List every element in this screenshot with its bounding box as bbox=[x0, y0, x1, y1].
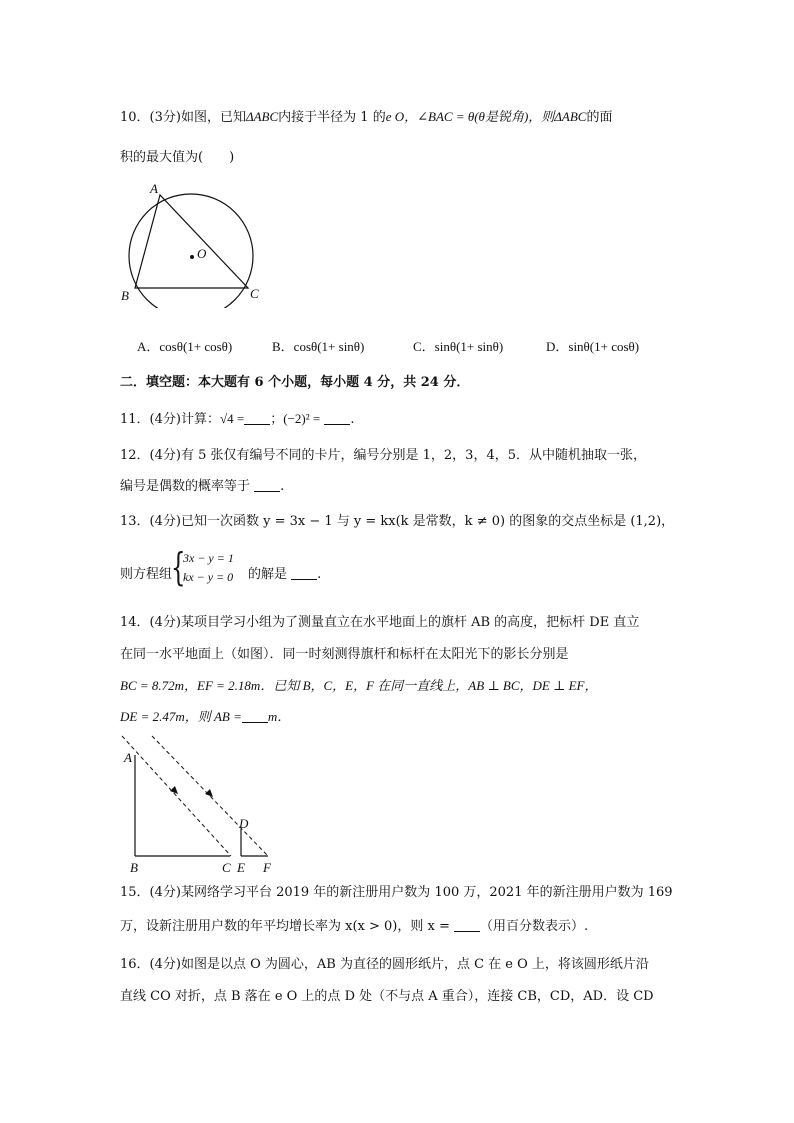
q16-line2: 直线 CO 对折，点 B 落在 e O 上的点 D 处（不与点 A 重合），连接 CB，CD，AD．设 CD bbox=[120, 989, 654, 1004]
q15-text: 万，设新注册用户数的年平均增长率为 x(x > 0)，则 x = bbox=[120, 919, 450, 934]
q10-text: 内接于半径为 1 的 bbox=[278, 110, 386, 125]
q14-label-f: F bbox=[263, 860, 271, 875]
q13-end: . bbox=[317, 567, 322, 582]
q10-text: 10．(3分)如图，已知 bbox=[120, 110, 246, 125]
q12-text: 编号是偶数的概率等于 bbox=[120, 479, 251, 494]
q14-unit: m． bbox=[267, 709, 291, 724]
q14-line2: 在同一水平地面上（如图）．同一时刻测得旗杆和标杆在太阳光下的影长分别是 bbox=[120, 647, 569, 662]
answer-blank[interactable] bbox=[244, 412, 270, 425]
q10-triangle: ΔABC bbox=[245, 109, 279, 124]
q14-line3: BC = 8.72m，EF = 2.18m．已知 B，C，E，F 在同一直线上，AB ⊥ BC，DE ⊥ EF， bbox=[120, 678, 598, 693]
q10-label-c: C bbox=[250, 286, 259, 301]
q14-line4 bbox=[120, 708, 290, 726]
brace-icon: { bbox=[171, 545, 186, 589]
answer-blank[interactable] bbox=[324, 412, 350, 425]
sun-ray-2 bbox=[152, 736, 268, 856]
q10-label-b: B bbox=[121, 288, 129, 303]
arrow-icon bbox=[205, 789, 213, 797]
q14-label-e: E bbox=[237, 860, 245, 875]
q11-end: . bbox=[350, 412, 355, 427]
q10-label-o: O bbox=[197, 246, 207, 261]
equation-2: kx − y = 0 bbox=[183, 570, 234, 584]
q14-figure bbox=[118, 732, 278, 877]
q10-text: 的面 bbox=[586, 110, 613, 125]
q11-sqrt-expr: √4 = bbox=[219, 411, 245, 426]
q14-label-b: B bbox=[130, 860, 138, 875]
q10-label-a: A bbox=[150, 181, 158, 196]
q15-text: （用百分数表示）. bbox=[480, 919, 589, 934]
q13-text: 则方程组 bbox=[120, 567, 173, 582]
q10-line2: 积的最大值为( ) bbox=[120, 150, 235, 165]
q16-line1: 16．(4分)如图是以点 O 为圆心，AB 为直径的圆形纸片，点 C 在 e O 上，将该圆形纸片沿 bbox=[120, 957, 649, 972]
q14-line1: 14．(4分)某项目学习小组为了测量直立在水平地面上的旗杆 AB 的高度，把标杆 DE 直立 bbox=[120, 615, 640, 630]
section-heading: 二．填空题：本大题有 6 个小题，每小题 4 分，共 24 分． bbox=[120, 375, 470, 390]
q14-label-c: C bbox=[222, 860, 231, 875]
answer-blank[interactable] bbox=[454, 919, 480, 932]
q10-option-b[interactable]: B．cosθ(1+ sinθ) bbox=[272, 339, 365, 354]
q10-circle: e O bbox=[385, 109, 405, 124]
q10-line1 bbox=[120, 108, 612, 127]
q15-line2 bbox=[120, 918, 588, 936]
answer-blank[interactable] bbox=[291, 567, 317, 580]
q14-label-a: A bbox=[124, 750, 132, 765]
q15-line1: 15．(4分)某网络学习平台 2019 年的新注册用户数为 100 万，2021 年的新注册用户数为 169 bbox=[120, 885, 673, 900]
q13-line1: 13．(4分)已知一次函数 y = 3x − 1 与 y = kx(k 是常数，k ≠ 0) 的图象的交点坐标是 (1,2)， bbox=[120, 514, 675, 529]
q10-option-a[interactable]: A．cosθ(1+ cosθ) bbox=[137, 339, 233, 354]
equation-1: 3x − y = 1 bbox=[183, 551, 234, 565]
q12-end: . bbox=[280, 479, 285, 494]
q10-option-c[interactable]: C．sinθ(1+ sinθ) bbox=[413, 339, 504, 354]
answer-blank[interactable] bbox=[242, 710, 268, 723]
q13-text: 的解是 bbox=[248, 567, 288, 582]
sun-ray-1 bbox=[122, 736, 231, 856]
q14-text: DE = 2.47m，则 AB = bbox=[120, 709, 242, 724]
q12-line2 bbox=[120, 478, 284, 496]
q10-center-point bbox=[190, 255, 194, 259]
q11-sep: ； bbox=[270, 412, 284, 427]
q10-angle: ，∠BAC = θ(θ是锐角)，则 bbox=[404, 109, 555, 124]
q11 bbox=[120, 410, 354, 429]
q10-circle-shape bbox=[129, 194, 253, 308]
q10-triangle: ΔABC bbox=[554, 109, 587, 124]
q12-line1: 12．(4分)有 5 张仅有编号不同的卡片，编号分别是 1，2，3，4，5．从中随机抽取一张， bbox=[120, 448, 646, 463]
q11-text: 11．(4分)计算： bbox=[120, 412, 220, 427]
q10-option-d[interactable]: D．sinθ(1+ cosθ) bbox=[546, 339, 640, 354]
q11-square-expr: (−2)² = bbox=[283, 411, 321, 426]
q10-figure bbox=[115, 178, 275, 308]
q14-label-d: D bbox=[239, 816, 249, 831]
answer-blank[interactable] bbox=[254, 479, 280, 492]
